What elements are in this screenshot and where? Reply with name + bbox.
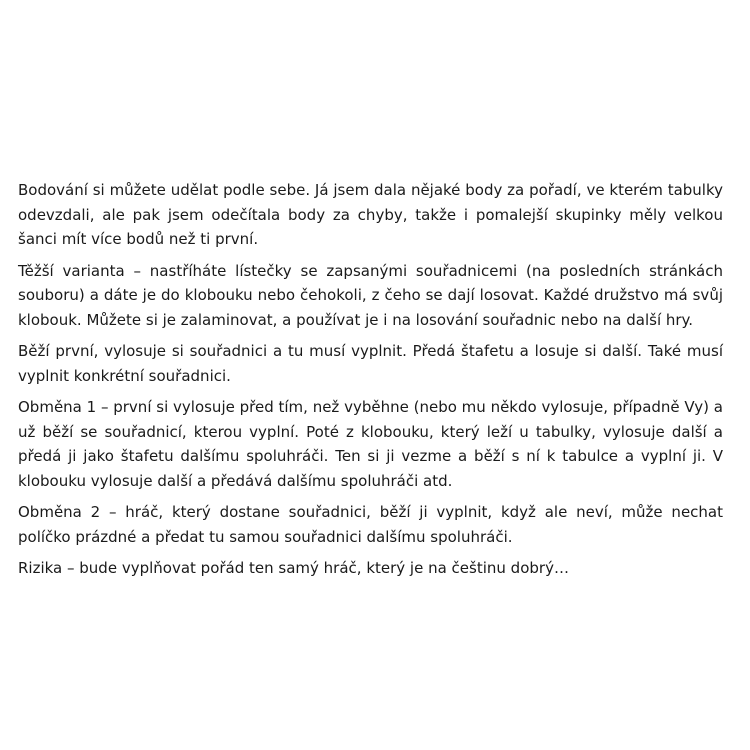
document-body bbox=[18, 178, 723, 588]
paragraph-scoring: Bodování si můžete udělat podle sebe. Já jsem dala nějaké body za pořadí, ve kterém tabulky odevzdali, ale pak jsem odečítala body za chyby, takže i pomalejší skupinky měly velkou šanci mít více bodů než ti první. bbox=[18, 181, 723, 248]
paragraph-first-runner: Běží první, vylosuje si souřadnici a tu musí vyplnit. Předá štafetu a losuje si další. Také musí vyplnit konkrétní souřadnici. bbox=[18, 342, 723, 385]
paragraph-variation-2: Obměna 2 – hráč, který dostane souřadnici, běží ji vyplnit, když ale neví, může nechat políčko prázdné a předat tu samou souřadnici dalšímu spoluhráči. bbox=[18, 503, 723, 546]
paragraph-variation-1: Obměna 1 – první si vylosuje před tím, než vyběhne (nebo mu někdo vylosuje, případně Vy) a už běží se souřadnicí, kterou vyplní. Poté z klobouku, který leží u tabulky, vylosuje další a předá ji jako štafetu dalšímu spoluhráči. Ten si ji vezme a běží s ní k tabulce a vyplní ji. V klobouku vylosuje další a předává dalšímu spoluhráči atd. bbox=[18, 398, 723, 490]
paragraph-harder-variant: Těžší varianta – nastříháte lístečky se zapsanými souřadnicemi (na posledních stránkách souboru) a dáte je do klobouku nebo čehokoli, z čeho se dají losovat. Každé družstvo má svůj klobouk. Můžete si je zalaminovat, a používat je i na losování souřadnic nebo na další hry. bbox=[18, 261, 723, 329]
paragraph-risks: Rizika – bude vyplňovat pořád ten samý hráč, který je na češtinu dobrý… bbox=[18, 559, 569, 577]
